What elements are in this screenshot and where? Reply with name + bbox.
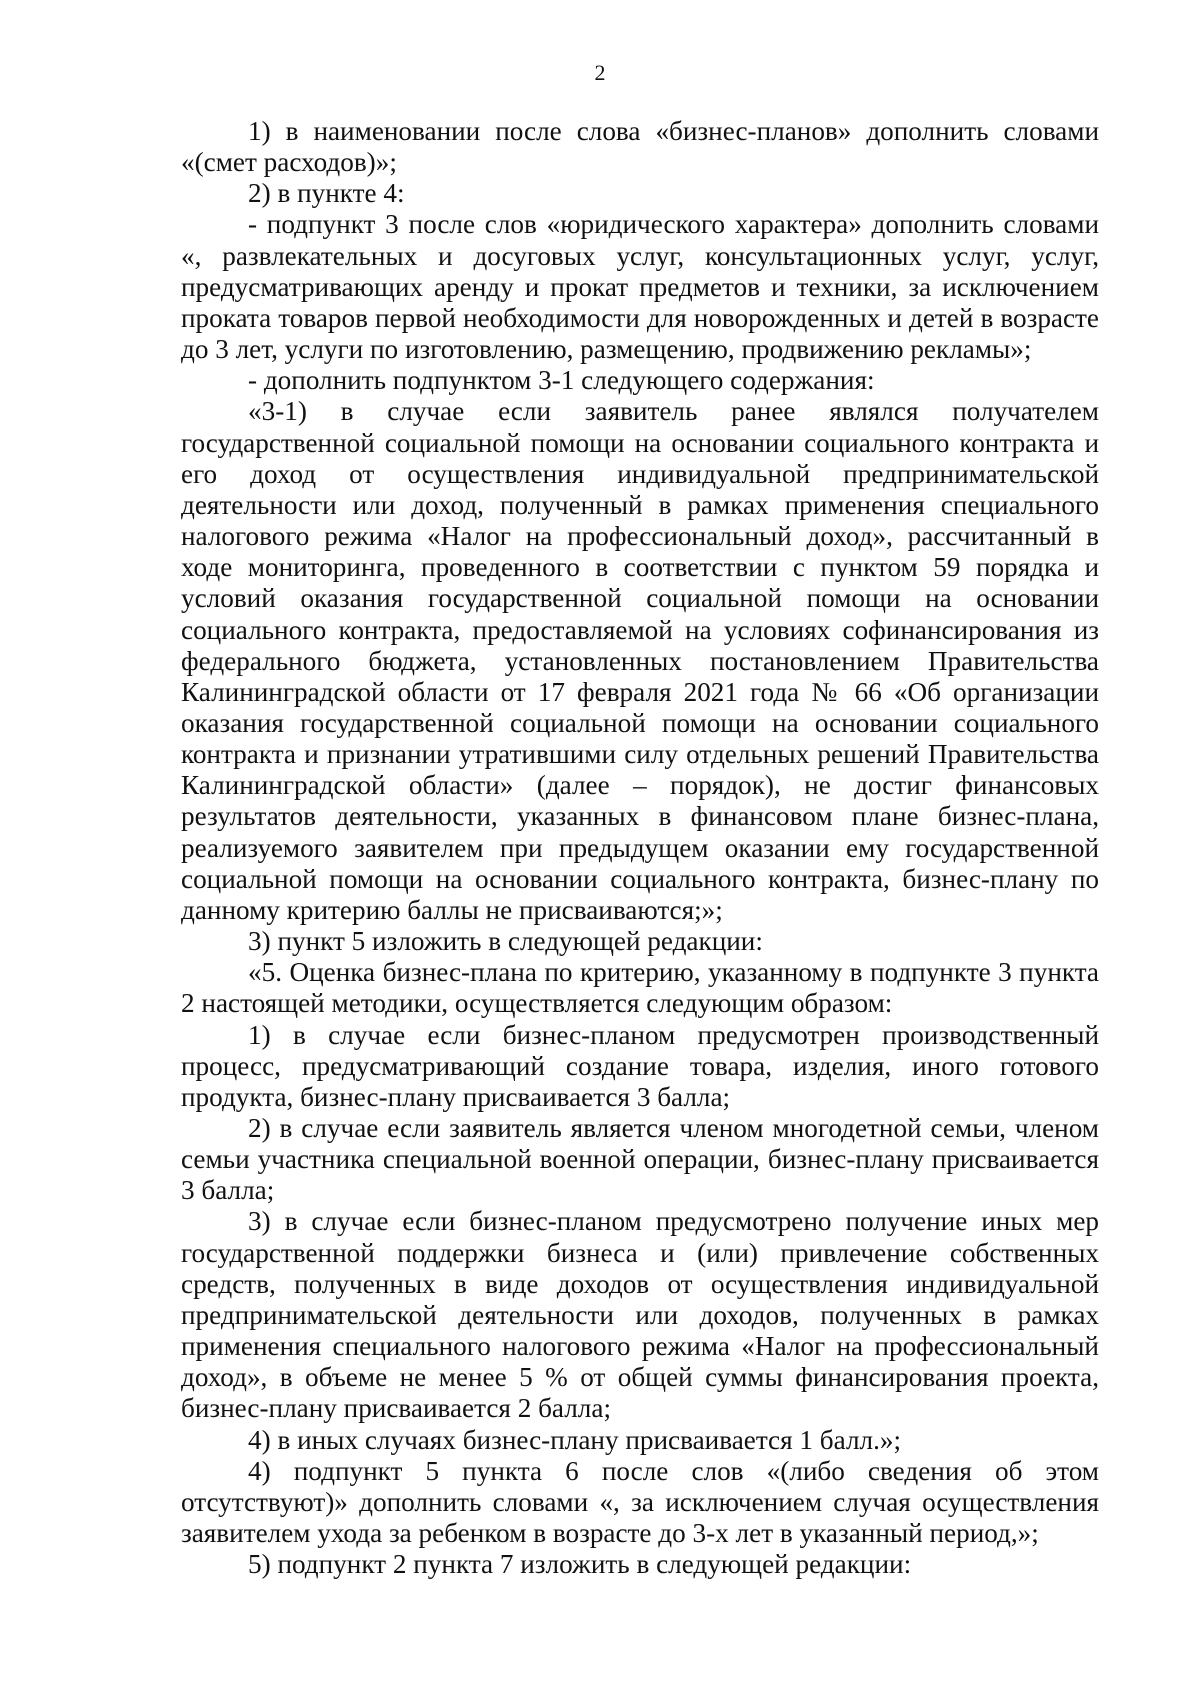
paragraph-item-1: 1) в наименовании после слова «бизнес-планов» дополнить словами «(смет расходов)»;	[181, 116, 1099, 178]
paragraph-point-5-2: 2) в случае если заявитель является членом многодетной семьи, членом семьи участника специальной военной операции, бизнес-плану присваивается 3 балла;	[181, 1113, 1099, 1206]
paragraph-subitem-3-1: «3-1) в случае если заявитель ранее являлся получателем государственной социальной помощи на основании социального контракта и его доход от осуществления индивидуальной предпринимательской деятельности или доход, полученный в рамках применения специального налогового режима «Налог на профессиональный доход», рассчитанный в ходе мониторинга, проведенного в соответствии с пунктом 59 порядка и условий оказания государственной социальной помощи на основании социального контракта, предоставляемой на условиях софинансирования из федерального бюджета, установленных постановлением Правительства Калининградской области от 17 февраля 2021 года № 66 «Об организации оказания государственной социальной помощи на основании социального контракта и признании утратившими силу отдельных решений Правительства Калининградской области» (далее – порядок), не достиг финансовых результатов деятельности, указанных в финансовом плане бизнес-плана, реализуемого заявителем при предыдущем оказании ему государственной социальной помощи на основании социального контракта, бизнес-плану по данному критерию баллы не присваиваются;»;	[181, 396, 1099, 925]
paragraph-item-2: 2) в пункте 4:	[248, 178, 405, 209]
paragraph-item-3: 3) пункт 5 изложить в следующей редакции:	[248, 926, 763, 957]
paragraph-subitem-3: - подпункт 3 после слов «юридического характера» дополнить словами «, развлекательных и досуговых услуг, консультационных услуг, услуг, предусматривающих аренду и прокат предметов и техники, за исключением проката товаров первой необходимости для новорожденных и детей в возрасте до 3 лет, услуги по изготовлению, размещению, продвижению рекламы»;	[181, 209, 1099, 365]
paragraph-item-5: 5) подпункт 2 пункта 7 изложить в следующей редакции:	[248, 1549, 912, 1580]
page-number: 2	[594, 60, 606, 85]
document-body	[181, 116, 1099, 1580]
paragraph-subitem-3-1-intro: - дополнить подпунктом 3-1 следующего содержания:	[248, 365, 875, 396]
paragraph-point-5-1: 1) в случае если бизнес-планом предусмотрен производственный процесс, предусматривающий создание товара, изделия, иного готового продукта, бизнес-плану присваивается 3 балла;	[181, 1019, 1099, 1112]
paragraph-point-5-4: 4) в иных случаях бизнес-плану присваивается 1 балл.»;	[248, 1424, 902, 1455]
paragraph-point-5: «5. Оценка бизнес-плана по критерию, указанному в подпункте 3 пункта 2 настоящей методики, осуществляется следующим образом:	[181, 957, 1099, 1019]
paragraph-item-4: 4) подпункт 5 пункта 6 после слов «(либо сведения об этом отсутствуют)» дополнить словами «, за исключением случая осуществления заявителем ухода за ребенком в возрасте до 3-х лет в указанный период,»;	[181, 1455, 1099, 1549]
paragraph-point-5-3: 3) в случае если бизнес-планом предусмотрено получение иных мер государственной поддержки бизнеса и (или) привлечение собственных средств, полученных в виде доходов от осуществления индивидуальной предпринимательской деятельности или доходов, полученных в рамках применения специального налогового режима «Налог на профессиональный доход», в объеме не менее 5 % от общей суммы финансирования проекта, бизнес-плану присваивается 2 балла;	[181, 1206, 1099, 1424]
